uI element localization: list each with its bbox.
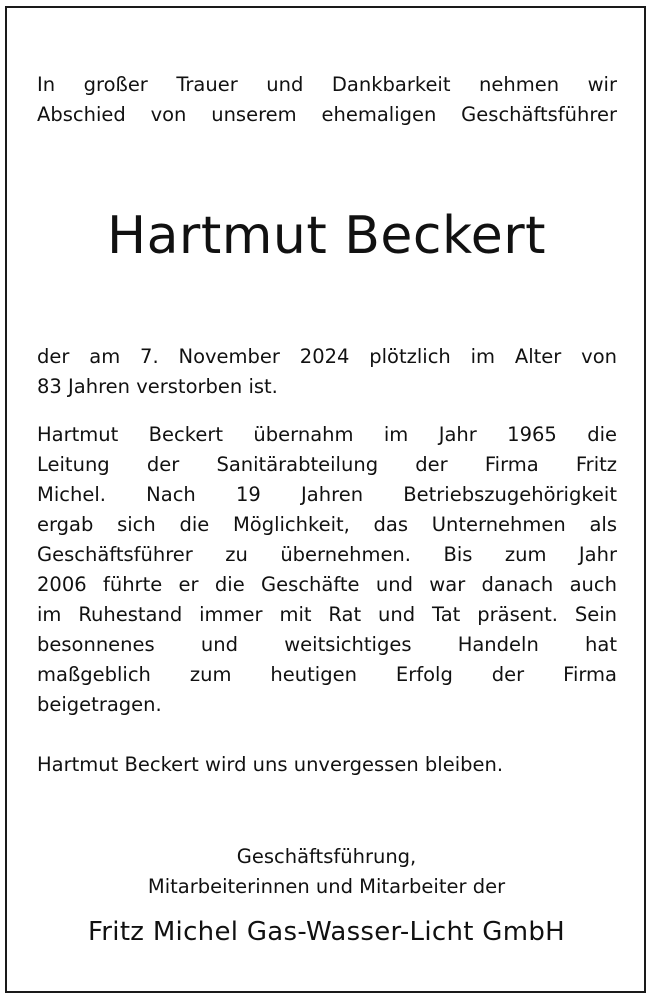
closing-sentence (37, 750, 617, 780)
death-line-2: 83 Jahren verstorben ist. (37, 375, 278, 398)
death-announcement (37, 342, 617, 402)
bio-line: Michel. Nach 19 Jahren Betriebszugehörigkeit (37, 483, 617, 506)
bio-line: 2006 führte er die Geschäfte und war danach auch (37, 573, 617, 596)
intro-line-1: In großer Trauer und Dankbarkeit nehmen wir (37, 73, 617, 96)
signature-employees: Mitarbeiterinnen und Mitarbeiter der (147, 875, 506, 898)
bio-line: im Ruhestand immer mit Rat und Tat präsent. Sein (37, 603, 617, 626)
bio-line: besonnenes und weitsichtiges Handeln hat (37, 633, 617, 656)
deceased-name: Hartmut Beckert (106, 206, 547, 266)
closing-line: Hartmut Beckert wird uns unvergessen bleiben. (37, 753, 504, 776)
bio-line: Hartmut Beckert übernahm im Jahr 1965 die (37, 423, 617, 446)
bio-line: beigetragen. (37, 693, 162, 716)
intro-line-2: Abschied von unserem ehemaligen Geschäftsführer (37, 103, 617, 126)
bio-line: Leitung der Sanitärabteilung der Firma Fritz (37, 453, 617, 476)
intro-text (37, 70, 617, 130)
signature-management: Geschäftsführung, (236, 845, 417, 868)
company-name: Fritz Michel Gas-Wasser-Licht GmbH (87, 917, 566, 947)
death-line-1: der am 7. November 2024 plötzlich im Alter von (37, 345, 617, 368)
bio-line: maßgeblich zum heutigen Erfolg der Firma (37, 663, 617, 686)
biography-paragraph (37, 420, 617, 720)
bio-line: ergab sich die Möglichkeit, das Unternehmen als (37, 513, 617, 536)
bio-line: Geschäftsführer zu übernehmen. Bis zum Jahr (37, 543, 617, 566)
